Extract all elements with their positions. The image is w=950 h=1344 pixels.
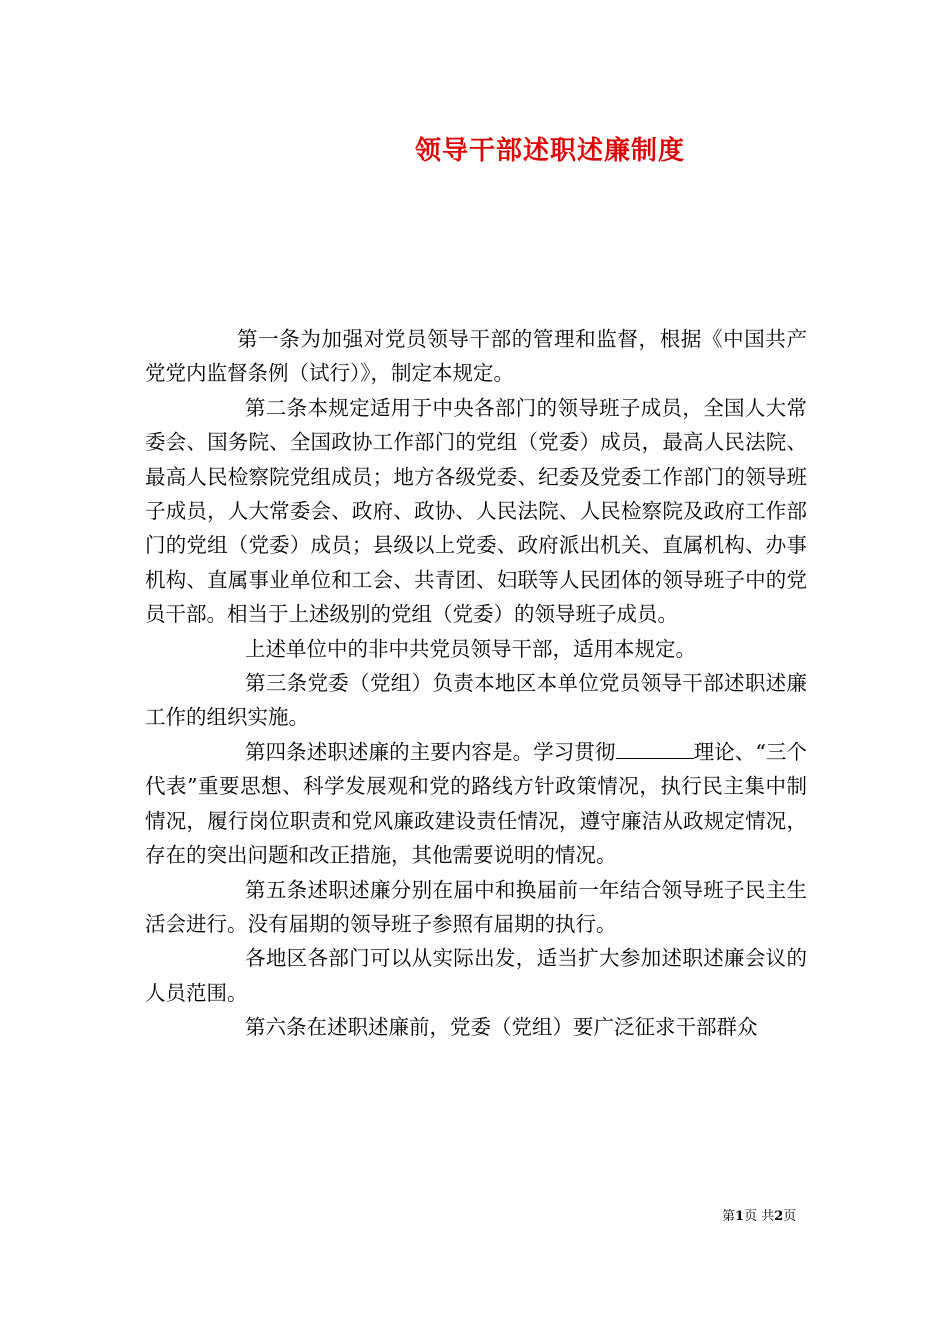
page-footer (722, 1205, 796, 1224)
article-4-text-after: 理论、“三个代表”重要思想、科学发展观和党的路线方针政策情况，执行民主集中制情况，履行岗位职责和党风廉政建设责任情况，遵守廉洁从政规定情况，存在的突出问题和改正措施，其他需要说明的情况。 (145, 739, 807, 868)
paragraph-non-party-note: 上述单位中的非中共党员领导干部，适用本规定。 (245, 636, 696, 661)
footer-suffix: 页 (783, 1209, 797, 1224)
document-title: 领导干部述职述廉制度 (414, 136, 685, 166)
paragraph-article-3: 第三条党委（党组）负责本地区本单位党员领导干部述职述廉工作的组织实施。 (145, 671, 807, 730)
blank-underline (616, 740, 694, 759)
paragraph-article-5: 第五条述职述廉分别在届中和换届前一年结合领导班子民主生活会进行。没有届期的领导班子参照有届期的执行。 (145, 877, 807, 936)
paragraph-scope-note: 各地区各部门可以从实际出发，适当扩大参加述职述廉会议的人员范围。 (145, 946, 807, 1005)
paragraph-article-6: 第六条在述职述廉前，党委（党组）要广泛征求干部群众 (245, 1015, 758, 1040)
footer-prefix: 第 (722, 1209, 736, 1224)
paragraph-article-4 (145, 735, 807, 873)
paragraph-article-1: 第一条为加强对党员领导干部的管理和监督，根据《中国共产党党内监督条例（试行）》，制定本规定。 (145, 327, 807, 386)
paragraph-article-2: 第二条本规定适用于中央各部门的领导班子成员，全国人大常委会、国务院、全国政协工作部门的党组（党委）成员，最高人民法院、最高人民检察院党组成员；地方各级党委、纪委及党委工作部门的领导班子成员，人大常委会、政府、政协、人民法院、人民检察院及政府工作部门的党组（党委）成员；县级以上党委、政府派出机关、直属机构、办事机构、直属事业单位和工会、共青团、妇联等人民团体的领导班子中的党员干部。相当于上述级别的党组（党委）的领导班子成员。 (145, 395, 807, 627)
article-4-text-before: 第四条述职述廉的主要内容是。学习贯彻 (245, 739, 616, 764)
footer-total-pages: 2 (774, 1209, 784, 1224)
footer-mid: 页 共 (744, 1209, 775, 1224)
footer-page-number: 1 (735, 1209, 745, 1224)
document-body (145, 322, 807, 1045)
